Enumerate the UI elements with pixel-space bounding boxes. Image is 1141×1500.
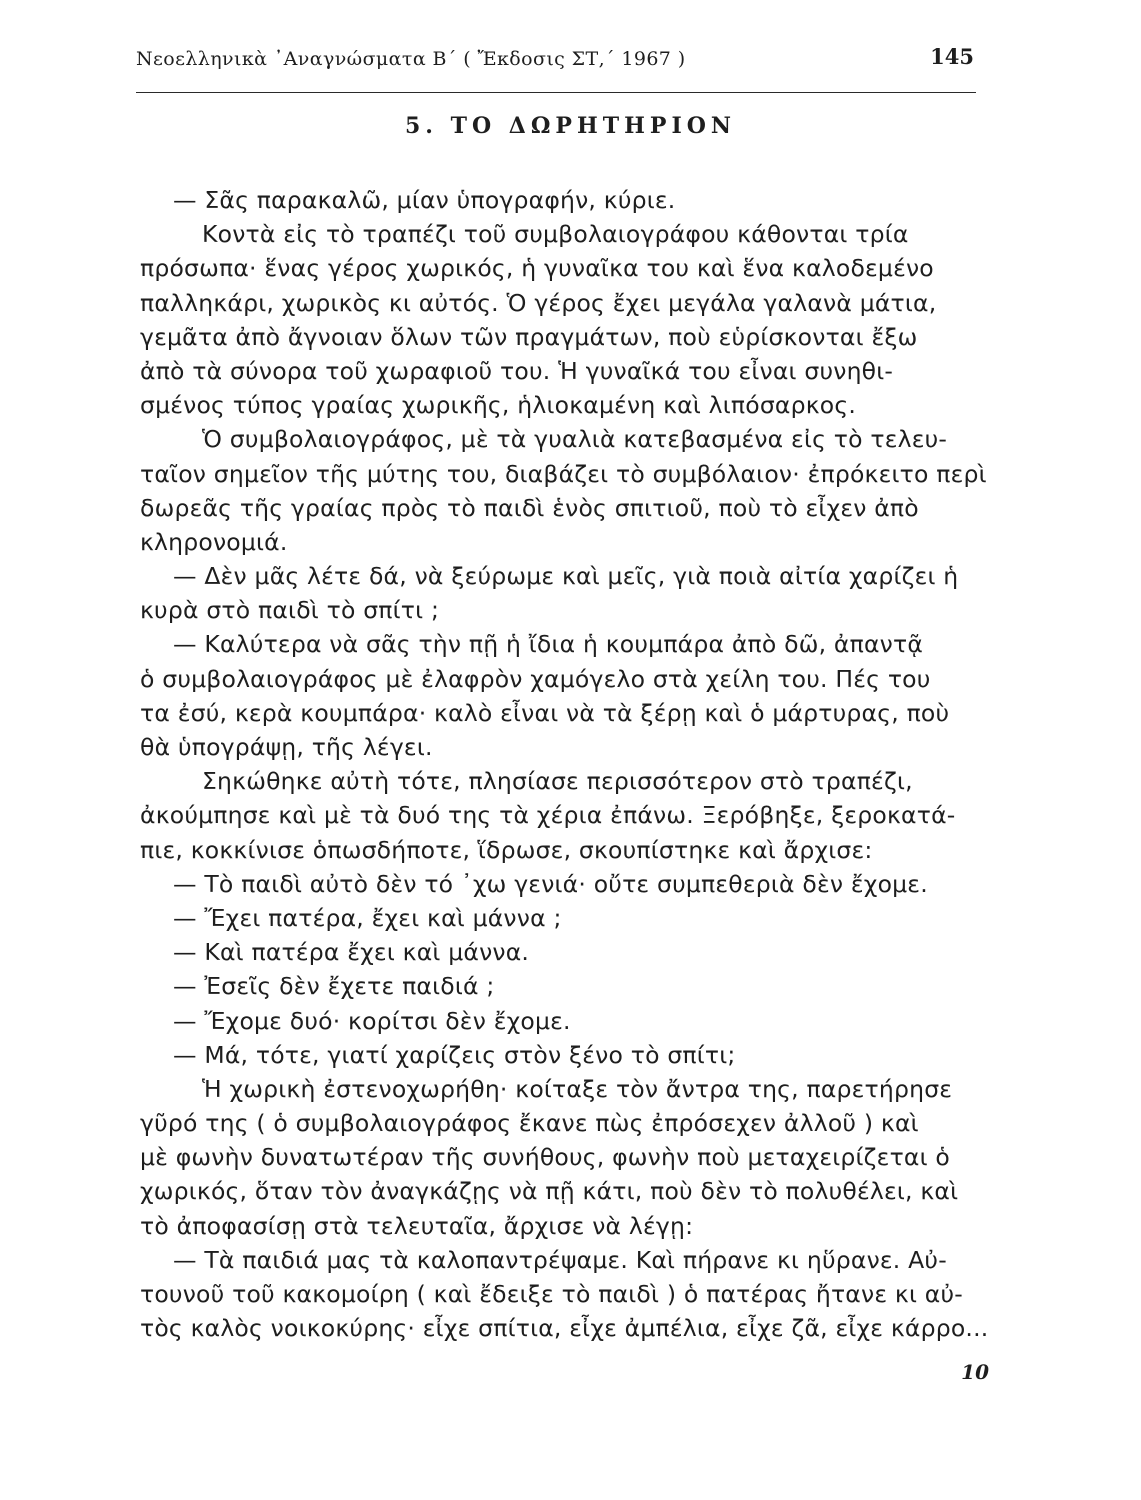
- text-line: ταῖον σημεῖον τῆς μύτης του, διαβάζει τὸ συμβόλαιον· ἐπρόκειτο περὶ: [140, 459, 987, 488]
- text-line: Ὁ συμβολαιογράφος, μὲ τὰ γυαλιὰ κατεβασμένα εἰς τὸ τελευ-: [202, 425, 948, 454]
- running-header: [136, 44, 976, 93]
- text-line: πιε, κοκκίνισε ὁπωσδήποτε, ἵδρωσε, σκουπίστηκε καὶ ἄρχισε:: [140, 835, 873, 864]
- text-line: παλληκάρι, χωρικὸς κι αὐτός. Ὁ γέρος ἔχει μεγάλα γαλανὰ μάτια,: [140, 288, 937, 317]
- page-number: 145: [930, 44, 974, 69]
- text-line: τουνοῦ τοῦ κακομοίρη ( καὶ ἔδειξε τὸ παιδὶ ) ὁ πατέρας ἤτανε κι αὐ-: [140, 1280, 963, 1308]
- text-line: σμένος τύπος γραίας χωρικῆς, ἡλιοκαμένη καὶ λιπόσαρκος.: [140, 391, 857, 420]
- body-text: [140, 183, 989, 1345]
- chapter-title: 5. ΤΟ ΔΩΡΗΤΗΡΙΟΝ: [404, 113, 737, 139]
- text-line: — Δὲν μᾶς λέτε δά, νὰ ξεύρωμε καὶ μεῖς, γιὰ ποιὰ αἰτία χαρίζει ἡ: [173, 562, 959, 591]
- text-line: δωρεᾶς τῆς γραίας πρὸς τὸ παιδὶ ἑνὸς σπιτιοῦ, ποὺ τὸ εἶχεν ἀπὸ: [140, 493, 919, 522]
- running-title: Νεοελληνικὰ ᾿Αναγνώσματα Β΄ ( Ἔκδοσις ΣΤ,΄ 1967 ): [136, 48, 686, 70]
- text-line: — Σᾶς παρακαλῶ, μίαν ὑπογραφήν, κύριε.: [173, 186, 676, 214]
- text-line: θὰ ὑπογράψῃ, τῆς λέγει.: [140, 733, 433, 761]
- text-line: — Ἐσεῖς δὲν ἔχετε παιδιά ;: [173, 972, 495, 1001]
- text-line: — Ἔχομε δυό· κορίτσι δὲν ἔχομε.: [173, 1006, 571, 1035]
- text-line: — Καλύτερα νὰ σᾶς τὴν πῇ ἡ ἴδια ἡ κουμπάρα ἀπὸ δῶ, ἀπαντᾷ: [173, 630, 924, 659]
- text-line: χωρικός, ὅταν τὸν ἀναγκάζῃς νὰ πῇ κάτι, ποὺ δὲν τὸ πολυθέλει, καὶ: [140, 1177, 959, 1206]
- text-line: μὲ φωνὴν δυνατωτέραν τῆς συνήθους, φωνὴν ποὺ μεταχειρίζεται ὁ: [140, 1143, 951, 1172]
- text-line: γῦρό της ( ὁ συμβολαιογράφος ἔκανε πὼς ἐπρόσεχεν ἀλλοῦ ) καὶ: [140, 1109, 919, 1138]
- text-line: Κοντὰ εἰς τὸ τραπέζι τοῦ συμβολαιογράφου κάθονται τρία: [202, 220, 909, 249]
- text-line: τα ἐσύ, κερὰ κουμπάρα· καλὸ εἶναι νὰ τὰ ξέρῃ καὶ ὁ μάρτυρας, ποὺ: [140, 698, 950, 727]
- text-line: τὸ ἀποφασίσῃ στὰ τελευταῖα, ἄρχισε νὰ λέγῃ:: [140, 1211, 694, 1240]
- signature-mark: 10: [961, 1360, 989, 1384]
- text-line: πρόσωπα· ἕνας γέρος χωρικός, ἡ γυναῖκα του καὶ ἕνα καλοδεμένο: [140, 254, 934, 283]
- text-line: ἀκούμπησε καὶ μὲ τὰ δυό της τὰ χέρια ἐπάνω. Ξερόβηξε, ξεροκατά-: [140, 801, 956, 830]
- text-line: Ἡ χωρικὴ ἐστενοχωρήθη· κοίταξε τὸν ἄντρα της, παρετήρησε: [202, 1074, 953, 1103]
- text-line: τὸς καλὸς νοικοκύρης· εἶχε σπίτια, εἶχε ἀμπέλια, εἶχε ζᾶ, εἶχε κάρρο...: [140, 1314, 989, 1343]
- text-line: ἀπὸ τὰ σύνορα τοῦ χωραφιοῦ του. Ἡ γυναῖκά του εἶναι συνηθι-: [140, 356, 894, 385]
- text-line: ὁ συμβολαιογράφος μὲ ἐλαφρὸν χαμόγελο στὰ χείλη του. Πές του: [140, 664, 931, 693]
- text-line: Σηκώθηκε αὐτὴ τότε, πλησίασε περισσότερον στὸ τραπέζι,: [202, 767, 913, 796]
- text-line: κληρονομιά.: [140, 527, 288, 556]
- text-line: — Καὶ πατέρα ἔχει καὶ μάννα.: [173, 938, 530, 967]
- text-line: — Τὰ παιδιά μας τὰ καλοπαντρέψαμε. Καὶ πήρανε κι ηὕρανε. Αὐ-: [173, 1245, 947, 1274]
- text-line: — Ἔχει πατέρα, ἔχει καὶ μάννα ;: [173, 903, 562, 932]
- text-line: κυρὰ στὸ παιδὶ τὸ σπίτι ;: [140, 596, 440, 625]
- text-line: γεμᾶτα ἀπὸ ἄγνοιαν ὅλων τῶν πραγμάτων, ποὺ εὑρίσκονται ἔξω: [140, 322, 918, 351]
- text-line: — Μά, τότε, γιατί χαρίζεις στὸν ξένο τὸ σπίτι;: [173, 1040, 736, 1069]
- text-line: — Τὸ παιδὶ αὐτὸ δὲν τό ᾿χω γενιά· οὔτε συμπεθεριὰ δὲν ἔχομε.: [173, 869, 928, 898]
